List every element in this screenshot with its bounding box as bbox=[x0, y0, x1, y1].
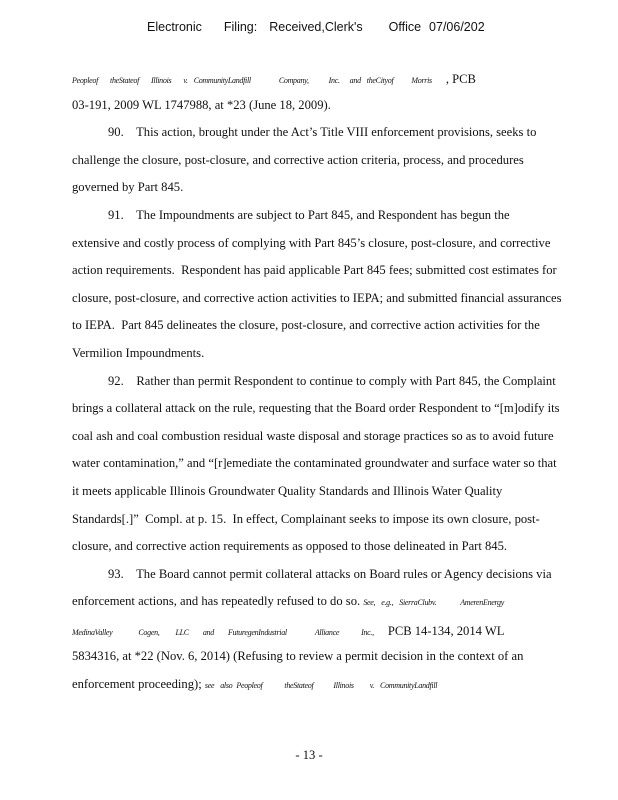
header-filing: Filing: bbox=[223, 20, 258, 34]
citation-word: Illinois bbox=[151, 76, 172, 85]
citation-word: Alliance bbox=[314, 627, 340, 637]
text-line: Standards[.]” Compl. at p. 15. In effect, Complainant seeks to impose its own closure, post- bbox=[72, 511, 540, 526]
line-23-head: enforcement proceeding); bbox=[72, 677, 202, 692]
citation-word: Peopleof bbox=[72, 76, 99, 85]
citation-word: SierraClubv. bbox=[399, 598, 437, 608]
text-line: extensive and costly process of complying with Part 845’s closure, post-closure, and corrective bbox=[72, 235, 551, 250]
citation-word: See, bbox=[363, 598, 376, 608]
citation-word: Morris bbox=[411, 76, 432, 85]
citation-word: e.g., bbox=[381, 598, 394, 608]
citation-word: CommunityLandfill bbox=[193, 76, 251, 85]
text-line: brings a collateral attack on the rule, requesting that the Board order Respondent to “[m]odify its bbox=[72, 401, 560, 416]
paragraph-91-start: 91. The Impoundments are subject to Part 845, and Respondent has begun the bbox=[108, 207, 510, 222]
text-line: governed by Part 845. bbox=[72, 180, 184, 195]
text-line: coal ash and coal combustion residual waste disposal and storage practices so as to avoid future bbox=[72, 428, 554, 443]
text-line: closure, post-closure, and corrective action activities to IEPA; and submitted financial assurances bbox=[72, 290, 562, 305]
citation-word: also bbox=[220, 681, 233, 691]
citation-word: see bbox=[204, 681, 215, 691]
paragraph-90-start: 90. This action, brought under the Act’s Title VIII enforcement provisions, seeks to bbox=[108, 125, 537, 140]
header-date: 07/06/202 bbox=[429, 20, 485, 34]
citation-word: theStateof bbox=[284, 681, 314, 691]
citation-word: Inc. bbox=[328, 76, 340, 85]
header-received: Received,Clerk's bbox=[269, 20, 363, 34]
citation-word: theStateof bbox=[110, 76, 140, 85]
page-number: - 13 - bbox=[295, 748, 323, 762]
citation-word: CommunityLandfill bbox=[380, 681, 438, 691]
text-line: Vermilion Impoundments. bbox=[72, 345, 205, 360]
citation-word: Inc., bbox=[361, 627, 374, 637]
text-line bbox=[72, 616, 600, 644]
header-electronic: Electronic bbox=[147, 20, 202, 34]
text-line: closure, and corrective action requirements as opposed to those delineated in Part 845. bbox=[72, 539, 508, 554]
text-line bbox=[72, 671, 600, 699]
citation-word: MedinaValley bbox=[72, 627, 113, 637]
header-office: Office bbox=[388, 20, 422, 34]
text-line: to IEPA. Part 845 delineates the closure, post-closure, and corrective action activities for the bbox=[72, 318, 540, 333]
text-line: 5834316, at *22 (Nov. 6, 2014) (Refusing to review a permit decision in the context of an bbox=[72, 649, 524, 664]
citation-word: and bbox=[349, 76, 361, 85]
citation-line bbox=[72, 72, 476, 87]
text-line bbox=[72, 588, 600, 616]
filing-stamp-header bbox=[147, 20, 485, 34]
citation-word: v. bbox=[369, 681, 375, 691]
case-citation-4 bbox=[205, 681, 449, 690]
case-citation-1 bbox=[72, 76, 446, 85]
line-20-head: enforcement actions, and has repeatedly refused to do so. bbox=[72, 594, 361, 609]
citation-word: AmerenEnergy bbox=[460, 598, 504, 608]
case-citation-3 bbox=[72, 628, 388, 637]
citation-word: theCityof bbox=[366, 76, 394, 85]
text-line bbox=[72, 64, 600, 92]
citation-word: Illinois bbox=[333, 681, 354, 691]
citation-word: LLC bbox=[175, 627, 189, 637]
citation-word: FuturegenIndustrial bbox=[227, 627, 287, 637]
text-line: it meets applicable Illinois Groundwater Quality Standards and Illinois Water Quality bbox=[72, 483, 503, 498]
citation-3-tail: PCB 14-134, 2014 WL bbox=[387, 623, 505, 638]
text-line: action requirements. Respondent has paid applicable Part 845 fees; submitted cost estimates for bbox=[72, 263, 557, 278]
text-line: 03-191, 2009 WL 1747988, at *23 (June 18, 2009). bbox=[72, 97, 331, 112]
paragraph-92-start: 92. Rather than permit Respondent to continue to comply with Part 845, the Complaint bbox=[108, 373, 556, 388]
citation-1-tail: , PCB bbox=[445, 72, 476, 86]
citation-word: Company, bbox=[278, 76, 309, 85]
document-body bbox=[72, 64, 600, 699]
case-citation-2 bbox=[363, 598, 516, 607]
citation-word: Cogen, bbox=[138, 627, 160, 637]
text-line: water contamination,” and “[r]emediate the contaminated groundwater and surface water so that bbox=[72, 456, 557, 471]
citation-word: v. bbox=[183, 76, 188, 85]
citation-word: Peopleof bbox=[236, 681, 263, 691]
paragraph-93-start: 93. The Board cannot permit collateral attacks on Board rules or Agency decisions via bbox=[108, 566, 552, 581]
citation-word: and bbox=[202, 627, 214, 637]
text-line: challenge the closure, post-closure, and corrective action criteria, process, and procedures bbox=[72, 152, 524, 167]
